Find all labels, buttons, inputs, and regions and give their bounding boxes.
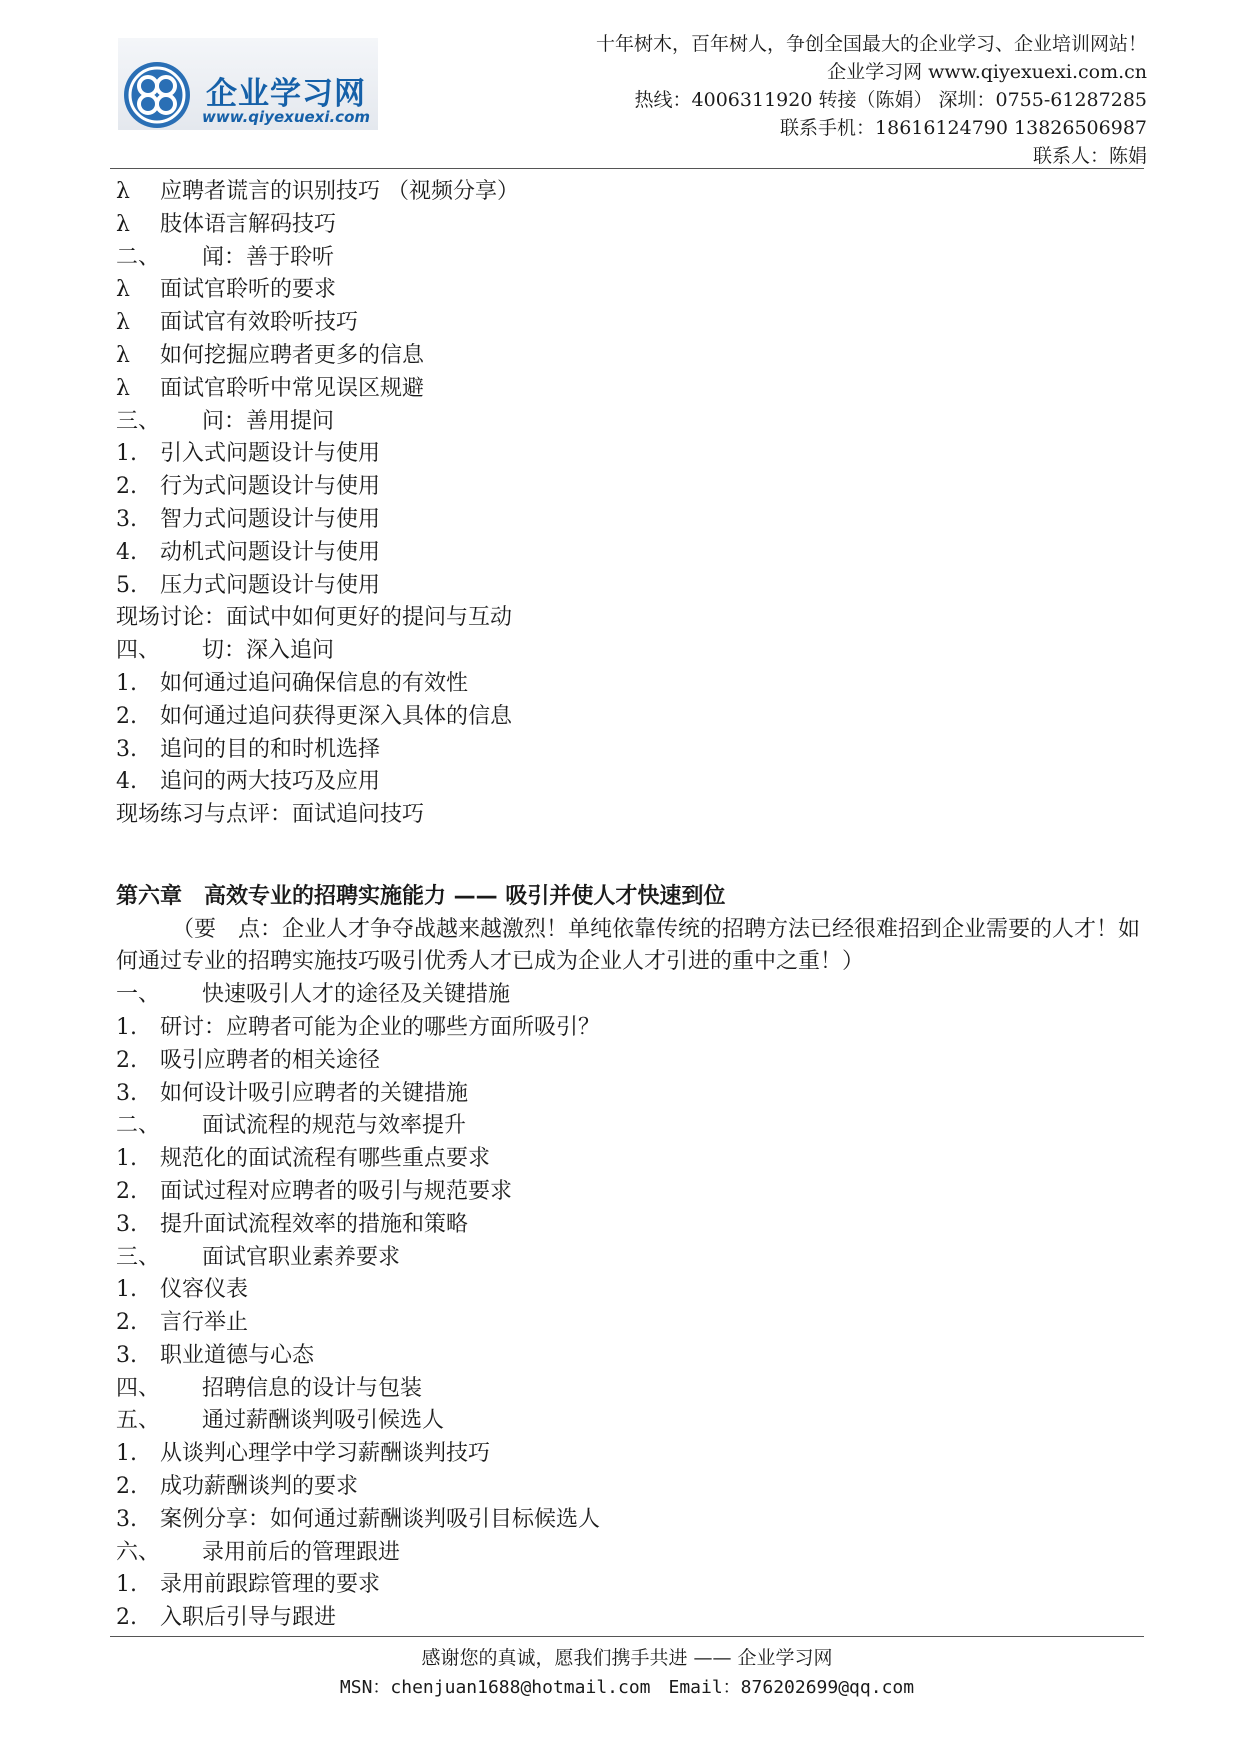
list-marker: λ bbox=[116, 211, 130, 237]
list-item bbox=[116, 176, 1146, 209]
list-item bbox=[116, 1438, 1146, 1471]
logo-emblem-icon bbox=[122, 60, 192, 130]
activity-line bbox=[116, 799, 1146, 832]
list-marker: 3. bbox=[116, 1342, 137, 1368]
list-item bbox=[116, 734, 1146, 767]
list-item bbox=[116, 1045, 1146, 1078]
list-item-text: 规范化的面试流程有哪些重点要求 bbox=[160, 1146, 491, 1172]
list-marker: 2. bbox=[116, 1178, 137, 1204]
list-marker: 四、 bbox=[116, 1375, 161, 1401]
section-heading bbox=[116, 1537, 1146, 1570]
list-marker: 4. bbox=[116, 539, 137, 565]
list-item bbox=[116, 1307, 1146, 1340]
list-marker: 三、 bbox=[116, 408, 161, 434]
footer-rule bbox=[110, 1636, 1144, 1637]
list-marker: 3. bbox=[116, 736, 137, 762]
list-item-text: 引入式问题设计与使用 bbox=[160, 441, 381, 467]
list-item-text: 面试过程对应聘者的吸引与规范要求 bbox=[160, 1178, 513, 1204]
list-item-text: 肢体语言解码技巧 bbox=[160, 211, 337, 237]
header-slogan: 十年树木，百年树人，争创全国最大的企业学习、企业培训网站！ bbox=[595, 33, 1147, 55]
list-marker: 2. bbox=[116, 474, 137, 500]
list-marker: 1. bbox=[116, 1146, 137, 1172]
list-item bbox=[116, 209, 1146, 242]
list-item-text: 追问的目的和时机选择 bbox=[160, 736, 381, 762]
list-item bbox=[116, 1143, 1146, 1176]
list-item-text: 吸引应聘者的相关途径 bbox=[160, 1047, 381, 1073]
list-item-text: 行为式问题设计与使用 bbox=[160, 474, 381, 500]
list-item bbox=[116, 471, 1146, 504]
logo bbox=[118, 38, 378, 130]
list-item-text: 压力式问题设计与使用 bbox=[160, 572, 381, 598]
list-item bbox=[116, 1078, 1146, 1111]
list-marker: 3. bbox=[116, 1506, 137, 1532]
list-marker: 2. bbox=[116, 703, 137, 729]
list-item bbox=[116, 1209, 1146, 1242]
list-marker: 2. bbox=[116, 1605, 137, 1631]
list-item bbox=[116, 1012, 1146, 1045]
list-item-text: 面试官有效聆听技巧 bbox=[160, 310, 359, 336]
list-item-text: 如何通过追问确保信息的有效性 bbox=[160, 670, 469, 696]
list-item-text: 招聘信息的设计与包装 bbox=[202, 1375, 423, 1401]
list-marker: 二、 bbox=[116, 1113, 161, 1139]
section-heading bbox=[116, 242, 1146, 275]
footer-contact: MSN：chenjuan1688@hotmail.com Email：876202699@qq.com bbox=[339, 1677, 915, 1698]
list-marker: 六、 bbox=[116, 1539, 161, 1565]
list-item bbox=[116, 1176, 1146, 1209]
list-item-text: 职业道德与心态 bbox=[160, 1342, 315, 1368]
list-marker: 1. bbox=[116, 670, 137, 696]
chapter-title: 第六章 高效专业的招聘实施能力 —— 吸引并使人才快速到位 bbox=[116, 883, 726, 909]
list-marker: λ bbox=[116, 310, 130, 336]
list-item bbox=[116, 340, 1146, 373]
list-item-text: 录用前跟踪管理的要求 bbox=[160, 1572, 381, 1598]
section-heading bbox=[116, 635, 1146, 668]
list-marker: 1. bbox=[116, 1014, 137, 1040]
header-mobile: 联系手机：18616124790 13826506987 bbox=[780, 117, 1147, 139]
list-item-text: 案例分享：如何通过薪酬谈判吸引目标候选人 bbox=[160, 1506, 601, 1532]
list-item-text: 面试官聆听中常见误区规避 bbox=[160, 375, 425, 401]
spacer bbox=[116, 832, 1146, 865]
header-rule bbox=[110, 168, 1144, 169]
list-item-text: 动机式问题设计与使用 bbox=[160, 539, 381, 565]
list-marker: 1. bbox=[116, 1277, 137, 1303]
list-item-text: 言行举止 bbox=[160, 1310, 249, 1336]
list-item bbox=[116, 274, 1146, 307]
list-marker: 2. bbox=[116, 1047, 137, 1073]
list-item-text: 录用前后的管理跟进 bbox=[202, 1539, 401, 1565]
list-item-text: 现场讨论：面试中如何更好的提问与互动 bbox=[116, 605, 513, 631]
list-item-text: 面试流程的规范与效率提升 bbox=[202, 1113, 467, 1139]
list-item-text: 智力式问题设计与使用 bbox=[160, 506, 381, 532]
list-item bbox=[116, 373, 1146, 406]
section-heading bbox=[116, 1242, 1146, 1275]
list-item bbox=[116, 307, 1146, 340]
list-item-text: 面试官聆听的要求 bbox=[160, 277, 337, 303]
activity-line bbox=[116, 602, 1146, 635]
list-marker: 2. bbox=[116, 1310, 137, 1336]
list-item-text: 现场练习与点评：面试追问技巧 bbox=[116, 802, 425, 828]
list-item-text: 提升面试流程效率的措施和策略 bbox=[160, 1211, 469, 1237]
list-item bbox=[116, 504, 1146, 537]
header-info bbox=[596, 30, 1147, 170]
logo-url: www.qiyexuexi.com bbox=[202, 108, 371, 126]
list-item-text: 闻：善于聆听 bbox=[202, 244, 335, 270]
list-item-text: 面试官职业素养要求 bbox=[202, 1244, 401, 1270]
list-item bbox=[116, 1569, 1146, 1602]
document-body bbox=[116, 176, 1146, 1635]
list-item-text: 追问的两大技巧及应用 bbox=[160, 769, 381, 795]
list-item-text: 如何通过追问获得更深入具体的信息 bbox=[160, 703, 513, 729]
list-item bbox=[116, 668, 1146, 701]
section-heading bbox=[116, 1110, 1146, 1143]
list-item-text: 快速吸引人才的途径及关键措施 bbox=[202, 982, 511, 1008]
list-marker: 一、 bbox=[116, 982, 161, 1008]
section-heading bbox=[116, 1405, 1146, 1438]
list-marker: 五、 bbox=[116, 1408, 161, 1434]
list-item-text: 研讨：应聘者可能为企业的哪些方面所吸引？ bbox=[160, 1014, 601, 1040]
list-item bbox=[116, 438, 1146, 471]
list-marker: 四、 bbox=[116, 638, 161, 664]
list-item-text: 如何挖掘应聘者更多的信息 bbox=[160, 342, 425, 368]
list-item bbox=[116, 701, 1146, 734]
list-item-text: 应聘者谎言的识别技巧 （视频分享） bbox=[160, 179, 519, 204]
list-item bbox=[116, 1274, 1146, 1307]
chapter-intro: （要 点：企业人才争夺战越来越激烈！单纯依靠传统的招聘方法已经很难招到企业需要的人才！如何通过专业的招聘实施技巧吸引优秀人才已成为企业人才引进的重中之重！） bbox=[116, 916, 1141, 975]
list-marker: 1. bbox=[116, 1441, 137, 1467]
outline-list-part1 bbox=[116, 176, 1146, 832]
list-marker: 5. bbox=[116, 572, 137, 598]
list-marker: 3. bbox=[116, 1080, 137, 1106]
section-heading bbox=[116, 1373, 1146, 1406]
list-item-text: 仪容仪表 bbox=[160, 1277, 249, 1303]
list-item bbox=[116, 1602, 1146, 1635]
list-marker: λ bbox=[116, 179, 130, 204]
list-item-text: 通过薪酬谈判吸引候选人 bbox=[202, 1408, 445, 1434]
list-item-text: 从谈判心理学中学习薪酬谈判技巧 bbox=[160, 1441, 491, 1467]
list-marker: 1. bbox=[116, 1572, 137, 1598]
header-contact: 联系人：陈娟 bbox=[1032, 145, 1147, 167]
header-site: 企业学习网 www.qiyexuexi.com.cn bbox=[827, 61, 1147, 83]
section-heading bbox=[116, 406, 1146, 439]
list-item bbox=[116, 1471, 1146, 1504]
list-marker: λ bbox=[116, 342, 130, 368]
logo-name: 企业学习网 bbox=[206, 76, 366, 112]
list-item-text: 成功薪酬谈判的要求 bbox=[160, 1474, 359, 1500]
list-marker: 1. bbox=[116, 441, 137, 467]
list-marker: 二、 bbox=[116, 244, 161, 270]
list-marker: 4. bbox=[116, 769, 137, 795]
outline-list-part2 bbox=[116, 979, 1146, 1635]
list-item bbox=[116, 1504, 1146, 1537]
list-item-text: 问：善用提问 bbox=[202, 408, 335, 434]
footer bbox=[110, 1643, 1144, 1703]
header-hotline: 热线：4006311920 转接（陈娟） 深圳：0755-61287285 bbox=[634, 89, 1147, 111]
list-marker: 3. bbox=[116, 506, 137, 532]
list-item bbox=[116, 570, 1146, 603]
list-item-text: 切：深入追问 bbox=[202, 638, 335, 664]
list-item bbox=[116, 1340, 1146, 1373]
footer-thanks: 感谢您的真诚，愿我们携手共进 —— 企业学习网 bbox=[421, 1647, 833, 1669]
list-marker: 3. bbox=[116, 1211, 137, 1237]
list-item bbox=[116, 537, 1146, 570]
list-marker: 2. bbox=[116, 1474, 137, 1500]
list-marker: 三、 bbox=[116, 1244, 161, 1270]
list-item-text: 如何设计吸引应聘者的关键措施 bbox=[160, 1080, 469, 1106]
section-heading bbox=[116, 979, 1146, 1012]
list-marker: λ bbox=[116, 277, 130, 303]
list-item bbox=[116, 766, 1146, 799]
list-item-text: 入职后引导与跟进 bbox=[160, 1605, 337, 1631]
list-marker: λ bbox=[116, 375, 130, 401]
